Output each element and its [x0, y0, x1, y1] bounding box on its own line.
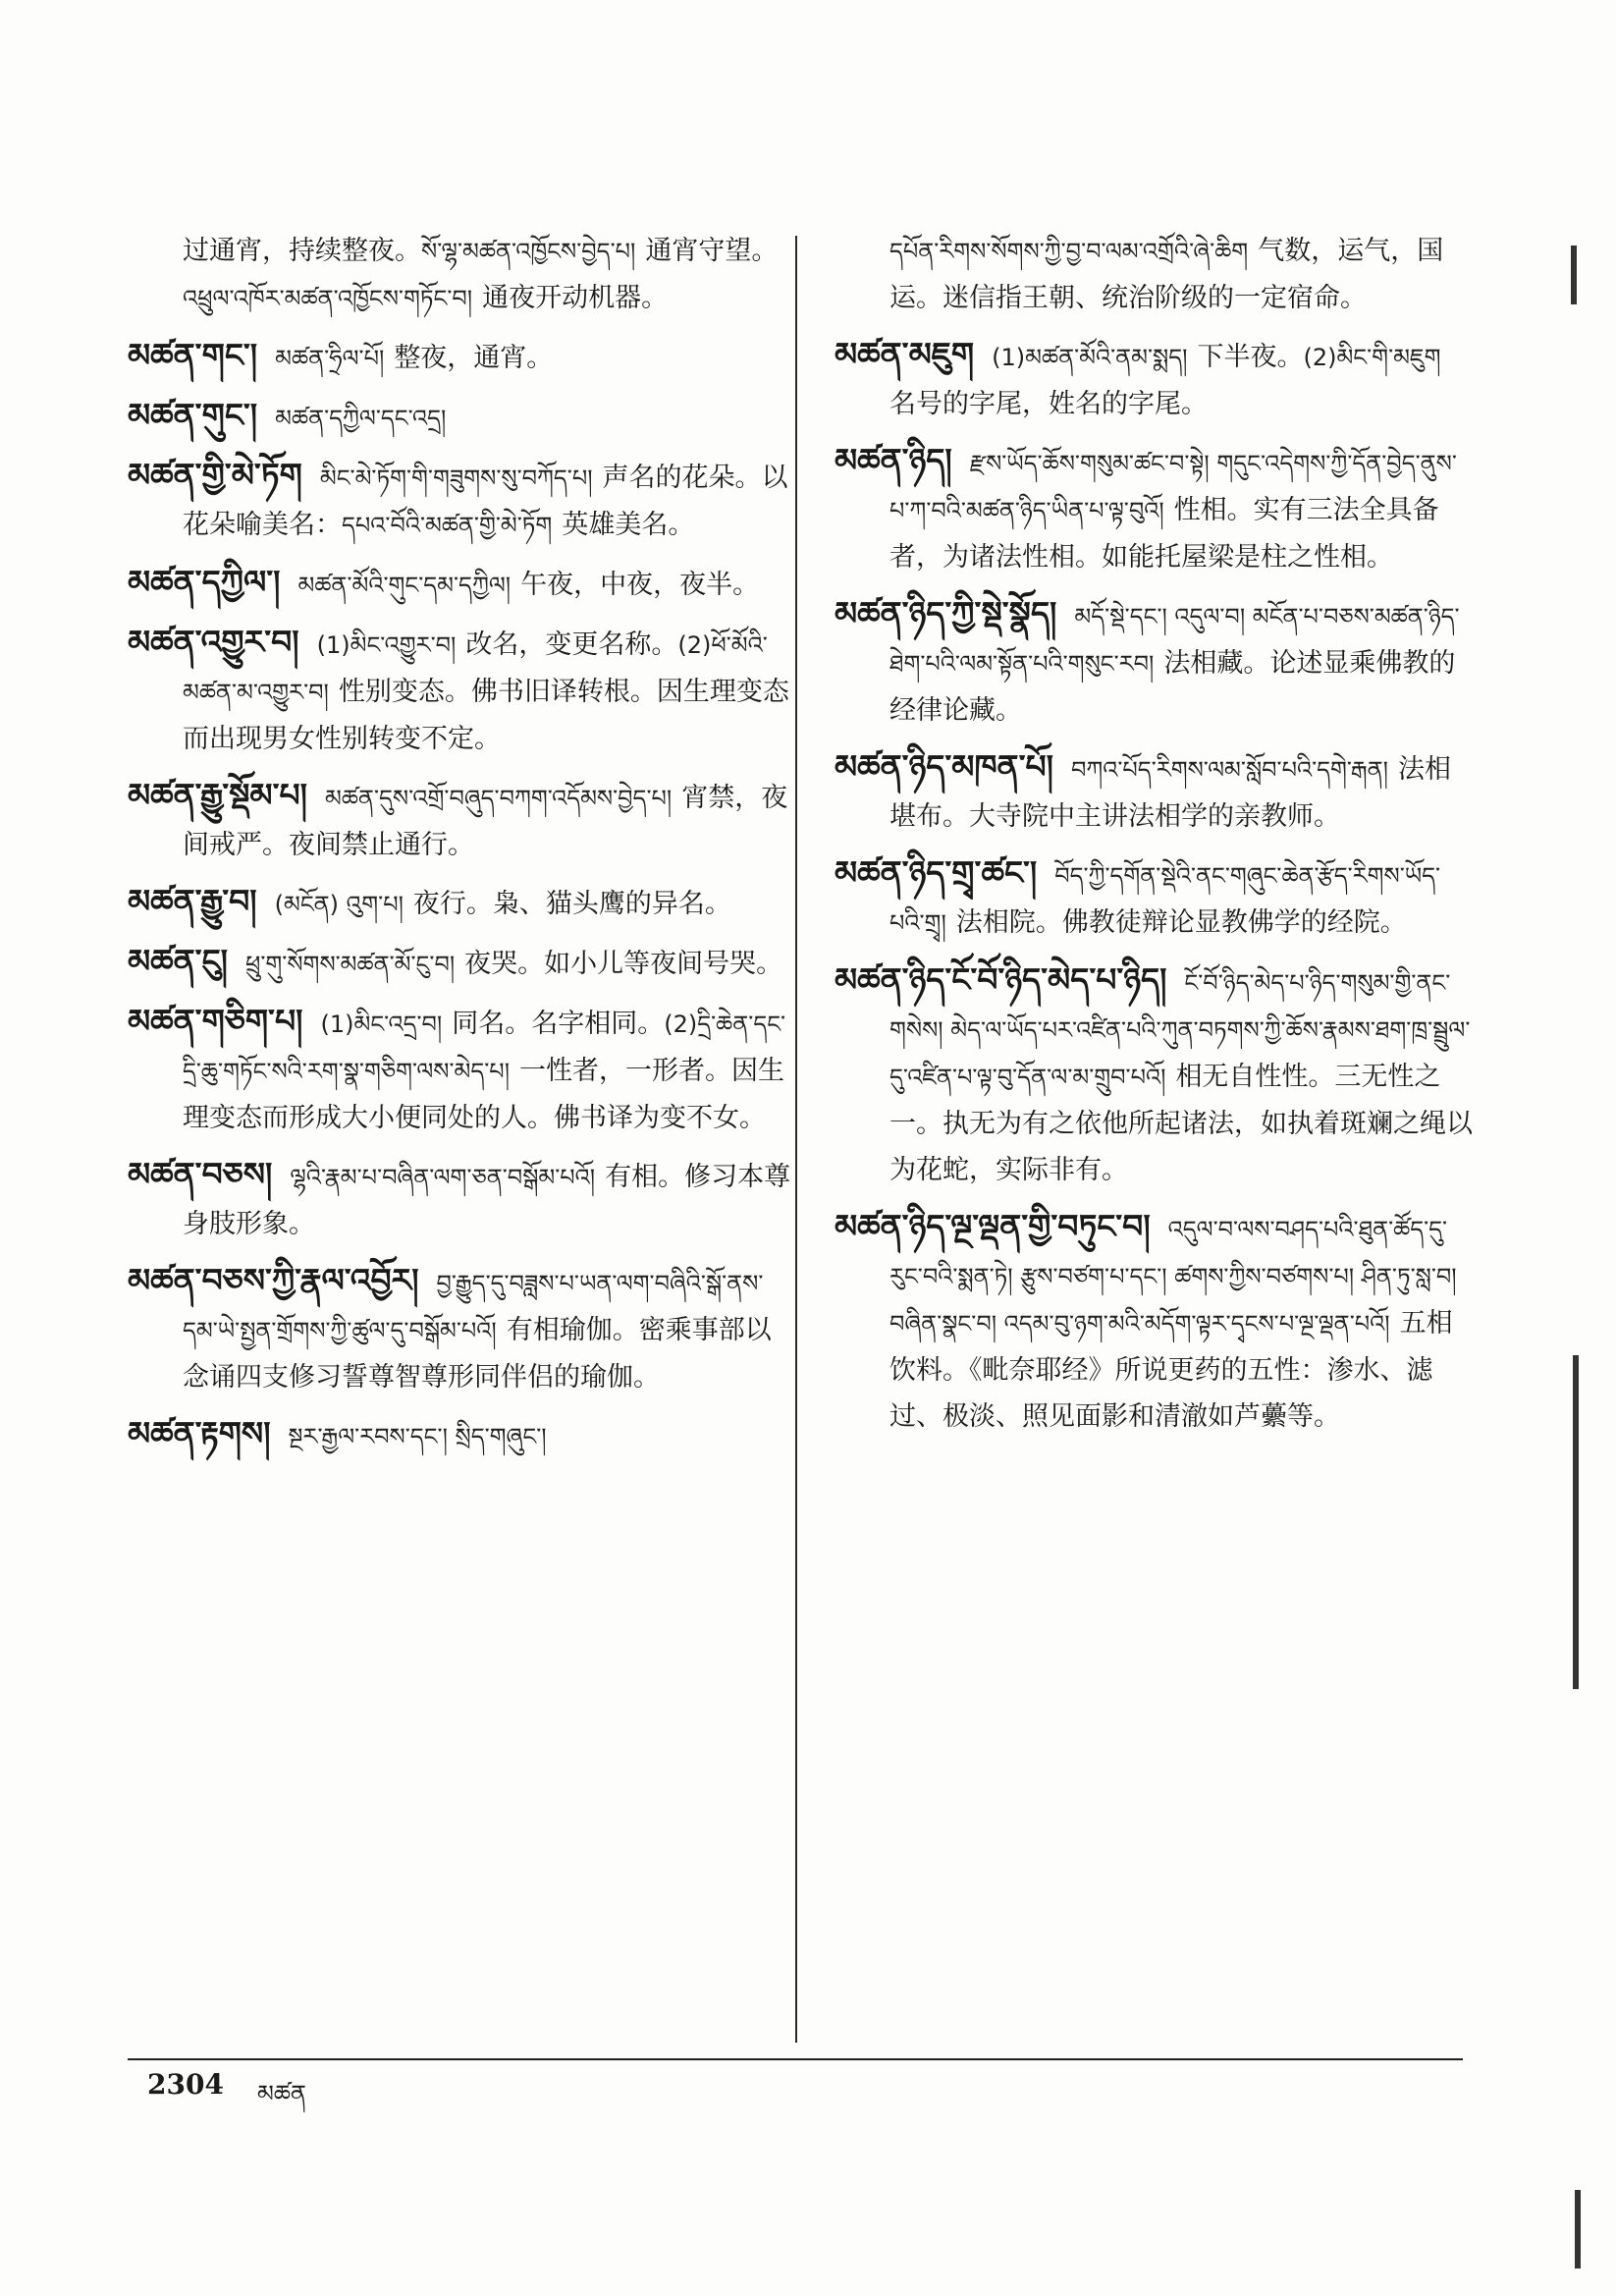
example-chinese: 英雄美名。 [562, 510, 695, 540]
headword: མཚན་མཇུག [835, 335, 975, 373]
headword: མཚན་དཀྱིལ་། [128, 563, 281, 601]
dictionary-entry [835, 437, 1473, 580]
tibetan-definition: འདུལ་བ་ལས་བཤད་པའི་ཐུན་ཚོད་དུ་རུང་བའི་སྨན་ཏེ། རྩུས་བཙག་པ་དང་། ཚགས་ཀྱིས་བཙགས་པ། ཤིན་ཏུ་སླ་བ། བཞིན་སྣང་བ། འདམ་བུ་ཉག་མའི་མདོག་ལྟར་དྭངས་པ་ལྔ་ལྡན་པའོ། [889, 1216, 1457, 1338]
dictionary-entry [128, 998, 795, 1141]
scan-margin-mark [1573, 1355, 1579, 1689]
headword: མཚན་ཉིད་ངོ་བོ་ཉིད་མེད་པ་ཉིད། [835, 960, 1167, 999]
chinese-definition: 气数，运气，国运。迷信指王朝、统治阶级的一定宿命。 [889, 236, 1444, 313]
headword: མཚན་ཉིད་གྲྭ་ཚང་། [835, 853, 1038, 892]
dictionary-entry [835, 331, 1473, 427]
example-tibetan: སོ་ལྷ་མཚན་འཁྱོངས་བྱེད་པ། [421, 238, 636, 265]
headword: མཚན་གྱི་མེ་ཏོག [128, 456, 302, 494]
dictionary-entry [835, 743, 1473, 840]
tibetan-definition: སྔར་རྒྱལ་རབས་དང་། སྲིད་གཞུང་། [288, 1423, 547, 1450]
example-chinese: 一性者，一形者。因生理变态而形成大小便同处的人。佛书译为变不女。 [183, 1056, 785, 1133]
footer-rule [128, 2058, 1463, 2060]
example-tibetan: འཕྲུལ་འཁོར་མཚན་འཁྱོངས་གཏོང་བ། [183, 285, 473, 312]
dictionary-entry [128, 1257, 795, 1400]
headword: མཚན་གཅིག་པ། [128, 1002, 303, 1040]
example-tibetan: (2)ཕོ་མོའི་མཚན་མ་འགྱུར་བ། [183, 631, 768, 706]
tibetan-definition: ལྷའི་རྣམ་པ་བཞིན་ལག་ཅན་བསྒོམ་པའོ། [290, 1164, 596, 1191]
tibetan-definition: མཚན་མོའི་གུང་དམ་དཀྱིལ། [297, 572, 512, 599]
headword: མཚན་ཉིད། [835, 441, 952, 479]
chinese-definition: 声名的花朵。以花朵喻美名： [183, 463, 788, 540]
chinese-definition: 相无自性性。三无性之一。执无为有之依他所起诸法，如执着斑斓之绳以为花蛇，实际非有。 [889, 1062, 1473, 1185]
chinese-definition: 夜哭。如小儿等夜间号哭。 [464, 949, 783, 979]
headword: མཚན་གང་། [128, 336, 258, 374]
headword: མཚན་ངུ། [128, 942, 228, 980]
page-number: 2304 [147, 2068, 224, 2101]
dictionary-entry [128, 1151, 795, 1247]
chinese-definition: 改名，变更名称。 [465, 629, 678, 660]
chinese-definition: 午夜，中夜，夜半。 [520, 570, 760, 600]
example-tibetan: (2)དྲི་ཆེན་དང་དྲི་ཆུ་གཏོང་སའི་རག་སྣ་གཅིག་ལས་མེད་པ། [183, 1011, 786, 1085]
right-column [835, 228, 1473, 1449]
entry-continuation [835, 228, 1473, 321]
entry-continuation [128, 228, 795, 322]
headword: མཚན་འགྱུར་བ། [128, 623, 299, 661]
chinese-definition: 下半夜。 [1197, 342, 1304, 372]
dictionary-entry [128, 1410, 795, 1460]
scan-margin-mark [1571, 246, 1577, 304]
column-divider [795, 236, 797, 2043]
tibetan-definition: ཕྲུ་གུ་སོགས་མཚན་མོ་ངུ་བ། [244, 951, 456, 978]
example-tibetan: དཔའ་བོའི་མཚན་གྱི་མེ་ཏོག [342, 512, 553, 539]
tibetan-definition: མཚན་ཧྲིལ་པོ། [275, 345, 385, 372]
chinese-definition: 五相饮料。《毗奈耶经》所说更药的五性：渗水、滤过、极淡、照见面影和清澈如芦虆等。 [889, 1308, 1453, 1432]
headword: མཚན་རྒྱུ་བ། [128, 882, 257, 920]
chinese-definition: 法相堪布。大寺院中主讲法相学的亲教师。 [889, 754, 1451, 832]
dictionary-entry [128, 559, 795, 609]
chinese-definition: 整夜，通宵。 [394, 343, 554, 373]
dictionary-entry [835, 849, 1473, 947]
headword: མཚན་བཅས། [128, 1155, 273, 1193]
tibetan-definition: མདོ་སྡེ་དང་། འདུལ་བ། མངོན་པ་བཅས་མཚན་ཉིད་ཐེག་པའི་ལམ་སྟོན་པའི་གསུང་རབ། [889, 603, 1460, 678]
tibetan-definition: (1)མིང་འདྲ་བ། [320, 1011, 443, 1038]
tibetan-definition: རྫས་ཡོད་ཆོས་གསུམ་ཚང་བ་སྟེ། གདུང་འདེགས་ཀྱི་དོན་བྱེད་ནུས་པ་ཀ་བའི་མཚན་ཉིད་ཡིན་པ་ལྟ་བུའོ། [889, 450, 1457, 524]
tibetan-definition: བོད་ཀྱི་དགོན་སྡེའི་ནང་གཞུང་ཆེན་རྩོད་རིགས་ཡོད་པའི་གྲྭ། [889, 862, 1441, 937]
dictionary-entry [128, 878, 795, 928]
tibetan-definition: བཀའ་པོད་རིགས་ལམ་སློབ་པའི་དགེ་རྒན། [1070, 756, 1388, 784]
dictionary-entry [128, 619, 795, 762]
tibetan-definition: དཔོན་རིགས་སོགས་ཀྱི་བྱ་བ་ལམ་འགྲོའི་ཞེ་ཆིག [889, 238, 1249, 265]
tibetan-definition: མིང་མེ་ཏོག་གི་གཟུགས་སུ་བཀོད་པ། [319, 465, 593, 492]
tibetan-definition: (1)མཚན་མོའི་ནམ་སྨད། [992, 344, 1188, 371]
chinese-definition: 同名。名字相同。 [452, 1009, 665, 1039]
headword: མཚན་ཉིད་ལྔ་ལྡན་གྱི་བཏུང་བ། [835, 1207, 1151, 1245]
chinese-definition: 过通宵，持续整夜。 [183, 236, 421, 266]
tibetan-definition: (མངོན) འུག་པ། [274, 891, 404, 918]
chinese-definition: 夜行。枭、猫头鹰的异名。 [412, 889, 731, 919]
tibetan-definition: མཚན་དུས་འགྲོ་བཞུད་བཀག་འདོམས་བྱེད་པ། [325, 785, 673, 812]
dictionary-entry [835, 957, 1473, 1193]
headword: མཚན་ཉིད་ཀྱི་སྡེ་སྣོད། [835, 594, 1057, 632]
dictionary-entry [128, 938, 795, 988]
headword: མཚན་གུང་། [128, 396, 258, 434]
example-chinese: 性别变态。佛书旧译转根。因生理变态而出现男女性别转变不定。 [183, 677, 789, 754]
chinese-definition: 法相藏。论述显乘佛教的经律论藏。 [889, 648, 1456, 726]
example-chinese: 通夜开动机器。 [482, 283, 669, 313]
headword: མཚན་རྒྱུ་སྡོམ་པ། [128, 776, 307, 814]
chinese-definition: 法相院。佛教徒辩论显教佛学的经院。 [955, 907, 1407, 938]
scan-margin-mark [1575, 2190, 1581, 2269]
example-tibetan: (2)མིང་གི་མཇུག [1303, 344, 1441, 371]
example-chinese: 通宵守望。 [645, 236, 779, 266]
chinese-definition: 有相瑜伽。密乘事部以念诵四支修习誓尊智尊形同伴侣的瑜伽。 [183, 1315, 772, 1393]
tibetan-definition: མཚན་དཀྱིལ་དང་འདྲ། [275, 405, 447, 432]
headword: མཚན་ཉིད་མཁན་པོ། [835, 747, 1053, 786]
left-column [128, 228, 795, 1470]
example-chinese: 名号的字尾，姓名的字尾。 [889, 389, 1208, 419]
dictionary-entry [835, 1203, 1473, 1440]
chinese-definition: 宵禁，夜间戒严。夜间禁止通行。 [183, 783, 788, 860]
dictionary-entry [128, 392, 795, 442]
chinese-definition: 性相。实有三法全具备者，为诸法性相。如能托屋梁是柱之性相。 [889, 495, 1439, 573]
tibetan-definition: (1)མིང་འགྱུར་བ། [316, 631, 457, 659]
tibetan-definition: ངོ་བོ་ཉིད་མེད་པ་ཉིད་གསུམ་གྱི་ནང་གསེས། མེད་ལ་ཡོད་པར་འཛིན་པའི་ཀུན་བཏགས་ཀྱི་ཆོས་རྣམས་ཐག་ཁྲ་སྦྲུལ་དུ་འཛིན་པ་ལྟ་བུ་དོན་ལ་མ་གྲུབ་པའོ། [889, 969, 1471, 1091]
running-head: མཚན [257, 2080, 306, 2107]
chinese-definition: 有相。修习本尊身肢形象。 [183, 1162, 791, 1239]
dictionary-entry [835, 590, 1473, 734]
dictionary-entry [128, 452, 795, 549]
dictionary-entry [128, 772, 795, 868]
dictionary-entry [128, 332, 795, 382]
headword: མཚན་རྟགས། [128, 1414, 271, 1452]
headword: མཚན་བཅས་ཀྱི་རྣལ་འབྱོར། [128, 1261, 419, 1299]
tibetan-definition: བྱ་རྒྱུད་དུ་བཟླས་པ་ཡན་ལག་བཞིའི་སྒོ་ནས་དམ་ཡེ་སྤྱན་གྲོགས་ཀྱི་ཚུལ་དུ་བསྒོམ་པའོ། [183, 1270, 764, 1344]
